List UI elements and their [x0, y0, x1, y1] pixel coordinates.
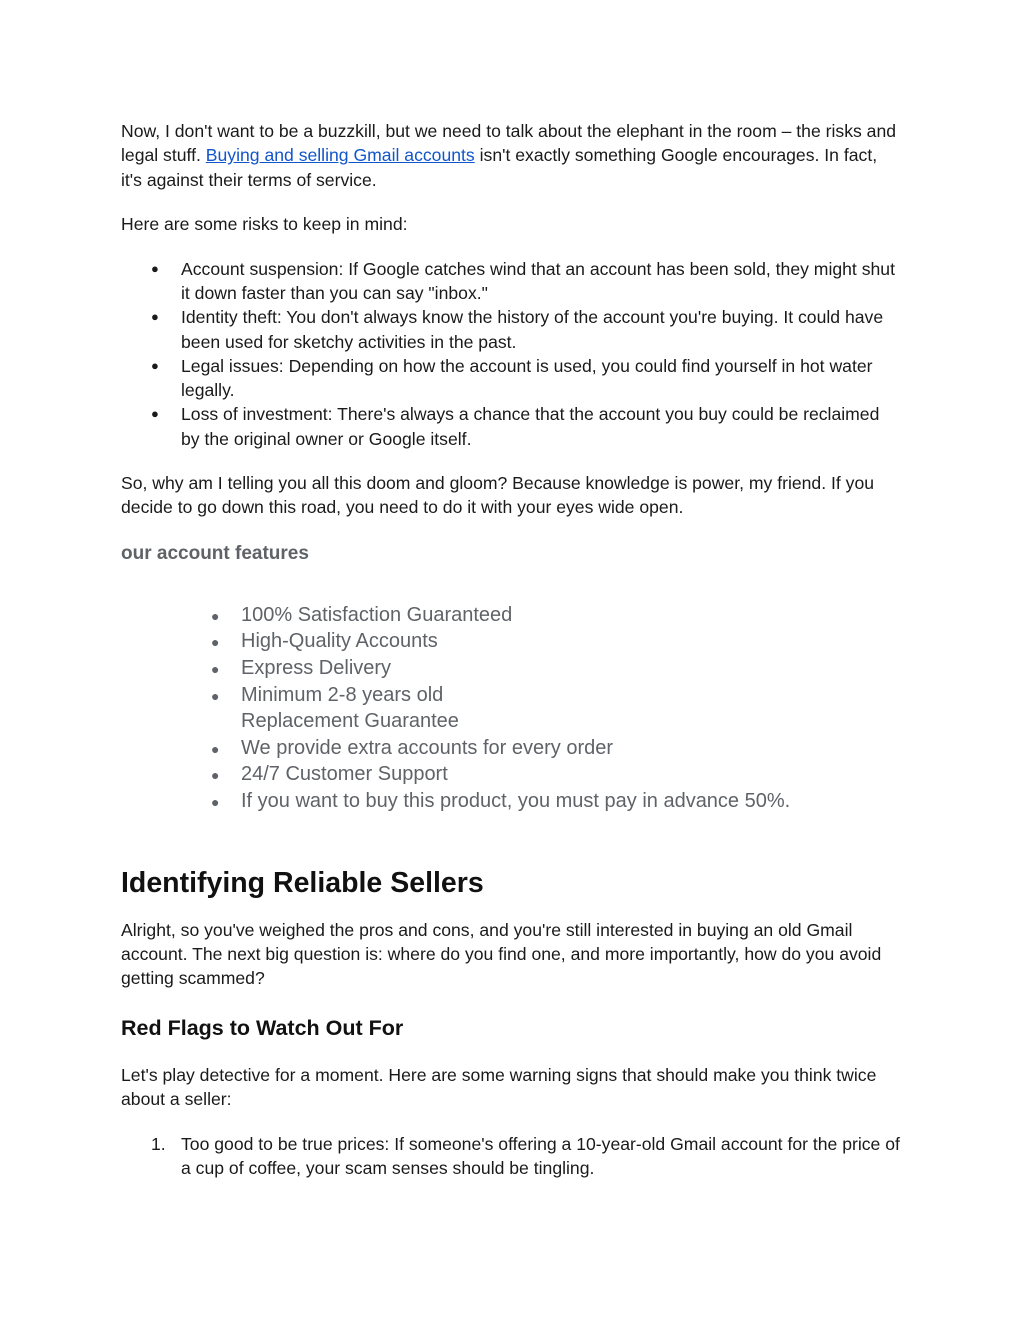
bullet-icon: ●: [151, 260, 159, 276]
bullet-icon: ●: [211, 767, 220, 784]
list-item: [121, 402, 901, 451]
feature-text: Express Delivery: [241, 657, 392, 679]
feature-text-continued: Replacement Guarantee: [241, 710, 459, 733]
list-item: [121, 682, 901, 735]
list-number: 1.: [151, 1133, 166, 1154]
list-item: [121, 305, 901, 354]
feature-text: 24/7 Customer Support: [241, 763, 448, 786]
section-heading: Identifying Reliable Sellers: [121, 866, 484, 899]
list-item: [121, 788, 901, 815]
list-item: [121, 354, 901, 403]
risks-list: [121, 257, 901, 451]
list-item: [121, 602, 901, 629]
intro-text-before: Now, I don't want to be a buzzkill, but we need to talk about the elephant in the room – the risks and legal stuff.: [121, 121, 897, 166]
feature-text: 100% Satisfaction Guaranteed: [241, 603, 513, 626]
features-heading: our account features: [121, 542, 309, 564]
risk-text: Legal issues: Depending on how the account is used, you could find yourself in hot water legally.: [181, 355, 873, 401]
list-item: [121, 628, 901, 655]
list-item: [121, 761, 901, 788]
bullet-icon: ●: [151, 309, 159, 325]
risks-intro: Here are some risks to keep in mind:: [121, 214, 408, 235]
list-item: [121, 257, 901, 306]
red-flags-list: [121, 1132, 901, 1181]
risk-text: Loss of investment: There's always a chance that the account you buy could be reclaimed by the original owner or Google itself.: [181, 404, 880, 449]
subsection-heading: Red Flags to Watch Out For: [121, 1015, 404, 1040]
feature-text: If you want to buy this product, you must pay in advance 50%.: [241, 789, 791, 812]
bullet-icon: ●: [211, 634, 220, 651]
bullet-icon: ●: [211, 661, 220, 677]
feature-text: We provide extra accounts for every order: [241, 736, 614, 759]
buying-selling-gmail-link[interactable]: Buying and selling Gmail accounts: [205, 145, 475, 166]
risk-text: Account suspension: If Google catches wind that an account has been sold, they might shut it down faster than you can say "inbox.": [181, 258, 895, 303]
bullet-icon: ●: [211, 793, 220, 810]
bullet-icon: ●: [211, 607, 220, 624]
features-list: [121, 602, 901, 815]
intro-text-after: isn't exactly something Google encourages. In fact, it's against their terms of service.: [121, 145, 878, 190]
document-page: [121, 119, 901, 1180]
feature-text: Minimum 2-8 years old: [241, 683, 444, 706]
bullet-icon: ●: [211, 687, 220, 704]
red-flag-text: Too good to be true prices: If someone's offering a 10-year-old Gmail account for the price of a cup of coffee, your scam senses should be tingling.: [181, 1133, 900, 1178]
intro-paragraph: [121, 119, 901, 192]
bullet-icon: ●: [151, 357, 159, 373]
risk-text: Identity theft: You don't always know the history of the account you're buying. It could have been used for sketchy activities in the past.: [181, 307, 884, 352]
conclusion-paragraph: So, why am I telling you all this doom and gloom? Because knowledge is power, my friend. If you decide to go down this road, you need to do it with your eyes wide open.: [121, 473, 875, 518]
feature-text: High-Quality Accounts: [241, 630, 438, 653]
bullet-icon: ●: [151, 406, 159, 422]
list-item: [121, 655, 901, 682]
list-item: [121, 1132, 901, 1181]
section-paragraph: Alright, so you've weighed the pros and cons, and you're still interested in buying an old Gmail account. The next big question is: where do you find one, and more importantly, how do you avoid getting scammed?: [121, 919, 882, 989]
subsection-paragraph: Let's play detective for a moment. Here are some warning signs that should make you think twice about a seller:: [121, 1064, 877, 1110]
list-item: [121, 735, 901, 762]
bullet-icon: ●: [211, 740, 220, 757]
